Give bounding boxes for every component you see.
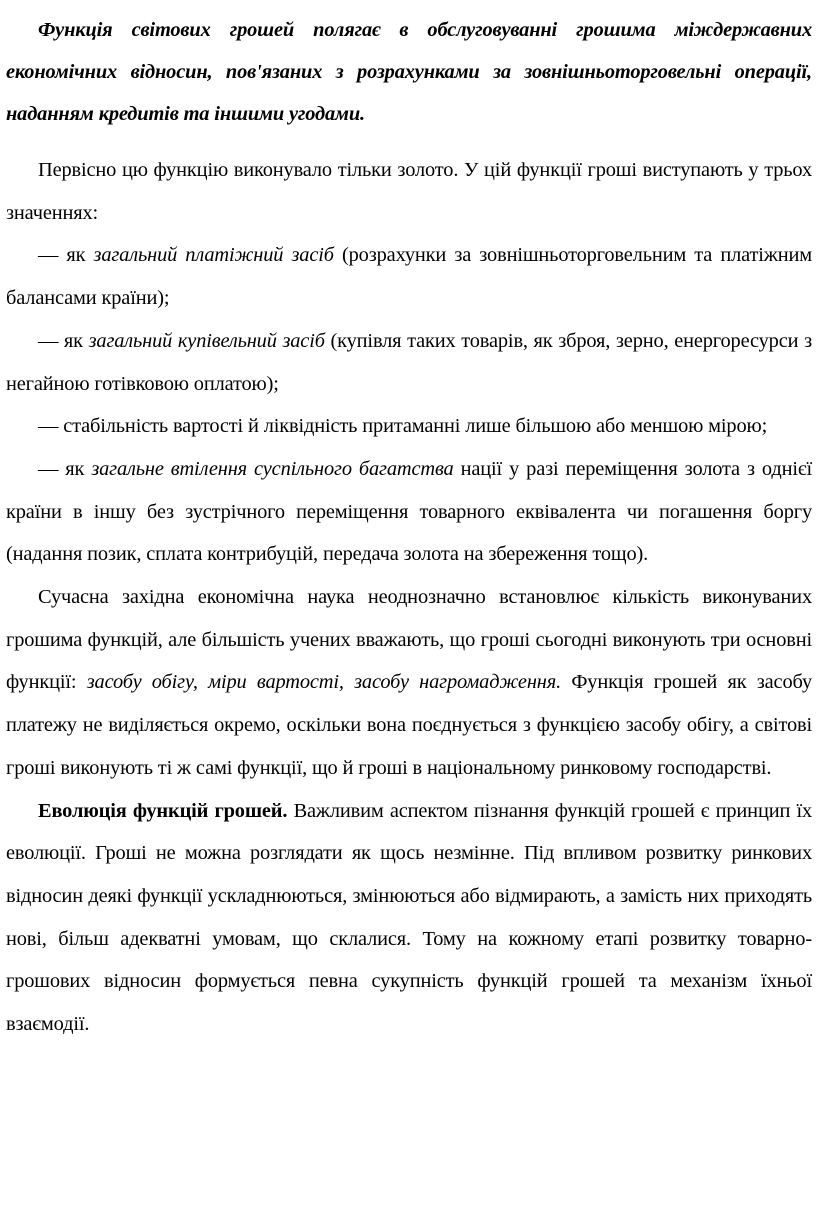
item-description: (розрахунки за зовнішньоторговельним та платіжним балансами країни); <box>6 244 812 310</box>
paragraph-modern-science <box>6 576 812 790</box>
paragraph-intro: Первісно цю функцію виконувало тільки золото. У цій функції гроші виступають у трьох значеннях: <box>6 159 812 224</box>
term-payment-means: загальний платіжний засіб <box>93 244 334 267</box>
emphasis-functions: засобу обігу, міри вартості, засобу нагромадження. <box>86 671 562 694</box>
list-item-wealth <box>6 448 812 576</box>
term-purchase-means: загальний купівельний засіб <box>88 329 325 352</box>
term-social-wealth: загальне втілення суспільного багатства <box>91 457 454 480</box>
paragraph-text: Сучасна західна економічна наука неоднозначно встановлює кількість виконуваних грошима функцій, але більшість учених вважають, що гроші сьогодні виконують три основні функції: <box>6 586 812 694</box>
dash-bullet: — <box>38 457 66 480</box>
dash-bullet: — <box>38 244 67 267</box>
thesis-paragraph: Функція світових грошей полягає в обслуговуванні грошима міждержавних економічних відносин, пов'язаних з розрахунками за зовнішньоторговельні операції, наданням кредитів та іншими угодами. <box>6 19 812 125</box>
item-prefix: як <box>63 329 89 352</box>
item-prefix: як <box>66 244 94 267</box>
dash-bullet: — <box>38 415 64 438</box>
list-item-stability <box>6 405 812 448</box>
list-item-purchase <box>6 320 812 405</box>
item-prefix: як <box>65 457 92 480</box>
paragraph-evolution <box>6 790 812 1046</box>
section-heading: Еволюція функцій грошей. <box>38 799 288 822</box>
item-text: стабільність вартості й ліквідність притаманні лише більшою або меншою мірою; <box>63 415 768 438</box>
item-description: (купівля таких товарів, як зброя, зерно, енергоресурси з негайною готівковою оплатою); <box>6 329 812 395</box>
paragraph-text: Функція грошей як засобу платежу не виділяється окремо, оскільки вона поєднується з функцією засобу обігу, а світові гроші виконують ті ж самі функції, що й гроші в національному ринковому господарстві. <box>6 671 812 779</box>
list-item-payment <box>6 234 812 319</box>
document-page <box>6 0 812 1046</box>
item-description: нації у разі переміщення золота з однієї країни в іншу без зустрічного переміщення товарного еквівалента чи погашення боргу (надання позик, сплата контрибуцій, передача золота на збереження тощо). <box>6 457 812 566</box>
dash-bullet: — <box>38 329 64 352</box>
paragraph-text: Важливим аспектом пізнання функцій грошей є принцип їх еволюції. Гроші не можна розглядати як щось незмінне. Під впливом розвитку ринкових відносин деякі функції ускладнюються, змінюються або відмирають, а замість них приходять нові, більш адекватні умовам, що склалися. Тому на кожному етапі розвитку товарно-грошових відносин формується певна сукупність функцій грошей та механізм їхньої взаємодії. <box>6 799 813 1036</box>
